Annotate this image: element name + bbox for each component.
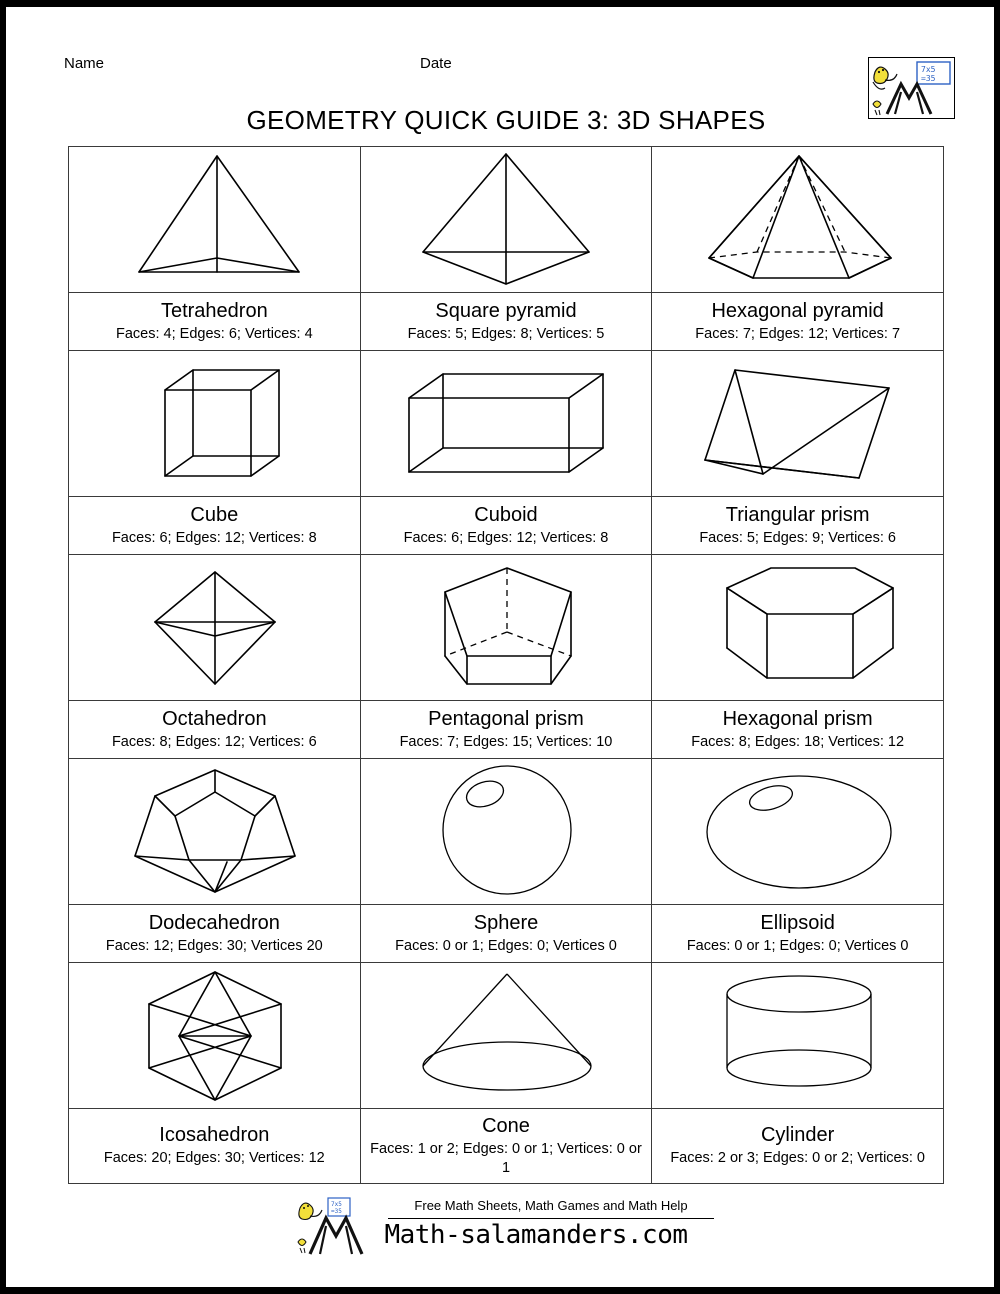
cuboid-figure bbox=[361, 352, 651, 495]
shape-name: Octahedron bbox=[162, 707, 267, 730]
caption-cell-cylinder bbox=[652, 1109, 944, 1184]
shape-stats: Faces: 8; Edges: 18; Vertices: 12 bbox=[691, 733, 905, 750]
shape-name: Cuboid bbox=[474, 503, 538, 526]
caption-cell-icosahedron bbox=[69, 1109, 361, 1184]
shape-stats: Faces: 6; Edges: 12; Vertices: 8 bbox=[403, 529, 609, 546]
caption-cell-tetrahedron bbox=[69, 293, 361, 351]
caption-cell-square-pyramid bbox=[360, 293, 652, 351]
hexagonal-prism-figure bbox=[653, 556, 943, 699]
figure-cell-cylinder bbox=[652, 963, 944, 1109]
caption-cell-cuboid bbox=[360, 497, 652, 555]
caption-cell-sphere bbox=[360, 905, 652, 963]
figure-cell-square-pyramid bbox=[360, 147, 652, 293]
shape-stats: Faces: 20; Edges: 30; Vertices: 12 bbox=[103, 1150, 325, 1167]
caption-cell-ellipsoid bbox=[652, 905, 944, 963]
figure-cell-cuboid bbox=[360, 351, 652, 497]
shape-name: Dodecahedron bbox=[148, 911, 280, 934]
shape-stats: Faces: 4; Edges: 6; Vertices: 4 bbox=[116, 325, 313, 342]
page-title: GEOMETRY QUICK GUIDE 3: 3D SHAPES bbox=[246, 105, 766, 135]
triangular-prism-figure bbox=[653, 352, 943, 495]
shape-stats: Faces: 1 or 2; Edges: 0 or 1; Vertices: 0 or 1 bbox=[370, 1141, 642, 1176]
ellipsoid-figure bbox=[653, 760, 943, 903]
figure-cell-icosahedron bbox=[69, 963, 361, 1109]
caption-cell-pentagonal-prism bbox=[360, 701, 652, 759]
figure-cell-dodecahedron bbox=[69, 759, 361, 905]
table-row-captions-4 bbox=[69, 905, 944, 963]
figure-cell-ellipsoid bbox=[652, 759, 944, 905]
figure-cell-hexagonal-prism bbox=[652, 555, 944, 701]
shape-stats: Faces: 6; Edges: 12; Vertices: 8 bbox=[111, 529, 317, 546]
caption-cell-hexagonal-prism bbox=[652, 701, 944, 759]
shape-name: Sphere bbox=[473, 911, 539, 934]
shape-stats: Faces: 5; Edges: 9; Vertices: 6 bbox=[699, 529, 896, 546]
sphere-figure bbox=[361, 760, 651, 903]
shape-name: Pentagonal prism bbox=[428, 707, 584, 730]
table-row-figures-2 bbox=[69, 351, 944, 497]
figure-cell-pentagonal-prism bbox=[360, 555, 652, 701]
page-footer bbox=[6, 1192, 1000, 1267]
table-row-figures-4 bbox=[69, 759, 944, 905]
page-top-rule bbox=[6, 0, 1000, 7]
table-row-captions-3 bbox=[69, 701, 944, 759]
table-row-captions-5 bbox=[69, 1109, 944, 1184]
table-row-figures-3 bbox=[69, 555, 944, 701]
octahedron-figure bbox=[69, 556, 359, 699]
shape-stats: Faces: 2 or 3; Edges: 0 or 2; Vertices: 0 bbox=[670, 1150, 925, 1167]
shape-stats: Faces: 7; Edges: 12; Vertices: 7 bbox=[695, 325, 901, 342]
logo-board-line2: =35 bbox=[921, 74, 936, 83]
dodecahedron-figure bbox=[69, 760, 359, 903]
shape-name: Hexagonal prism bbox=[722, 707, 873, 730]
caption-cell-octahedron bbox=[69, 701, 361, 759]
shape-name: Hexagonal pyramid bbox=[711, 299, 884, 322]
shape-name: Triangular prism bbox=[725, 503, 870, 526]
figure-cell-cube bbox=[69, 351, 361, 497]
table-row-figures-1 bbox=[69, 147, 944, 293]
figure-cell-octahedron bbox=[69, 555, 361, 701]
shape-name: Tetrahedron bbox=[160, 299, 268, 322]
name-label: Name bbox=[64, 55, 105, 72]
table-row-captions-1 bbox=[69, 293, 944, 351]
shape-stats: Faces: 0 or 1; Edges: 0; Vertices 0 bbox=[395, 937, 617, 954]
square-pyramid-figure bbox=[361, 148, 651, 291]
cone-figure bbox=[361, 964, 651, 1107]
footer-tagline: Free Math Sheets, Math Games and Math Help bbox=[414, 1198, 688, 1213]
tetrahedron-figure bbox=[69, 148, 359, 291]
figure-cell-cone bbox=[360, 963, 652, 1109]
date-label: Date bbox=[420, 55, 452, 72]
svg-text:=35: =35 bbox=[331, 1208, 342, 1215]
figure-cell-tetrahedron bbox=[69, 147, 361, 293]
figure-cell-sphere bbox=[360, 759, 652, 905]
shape-name: Cube bbox=[190, 503, 239, 526]
caption-cell-cube bbox=[69, 497, 361, 555]
shape-stats: Faces: 0 or 1; Edges: 0; Vertices 0 bbox=[686, 937, 909, 954]
figure-cell-triangular-prism bbox=[652, 351, 944, 497]
caption-cell-cone bbox=[360, 1109, 652, 1184]
shape-stats: Faces: 7; Edges: 15; Vertices: 10 bbox=[399, 733, 613, 750]
shapes-table bbox=[68, 146, 944, 1184]
figure-cell-hexagonal-pyramid bbox=[652, 147, 944, 293]
shape-name: Ellipsoid bbox=[760, 911, 835, 934]
pentagonal-prism-figure bbox=[361, 556, 651, 699]
cylinder-figure bbox=[653, 964, 943, 1107]
caption-cell-triangular-prism bbox=[652, 497, 944, 555]
logo-board-line1: 7x5 bbox=[921, 65, 936, 74]
shape-stats: Faces: 8; Edges: 12; Vertices: 6 bbox=[111, 733, 317, 750]
caption-cell-dodecahedron bbox=[69, 905, 361, 963]
shape-stats: Faces: 12; Edges: 30; Vertices 20 bbox=[105, 937, 323, 954]
footer-divider bbox=[388, 1218, 714, 1219]
shape-name: Cone bbox=[482, 1115, 530, 1138]
shape-name: Icosahedron bbox=[159, 1124, 270, 1147]
caption-cell-hexagonal-pyramid bbox=[652, 293, 944, 351]
shape-stats: Faces: 5; Edges: 8; Vertices: 5 bbox=[407, 325, 605, 342]
table-row-captions-2 bbox=[69, 497, 944, 555]
worksheet-header bbox=[6, 55, 1000, 77]
page-bottom-rule bbox=[6, 1287, 1000, 1294]
table-row-figures-5 bbox=[69, 963, 944, 1109]
icosahedron-figure bbox=[69, 964, 359, 1107]
footer-url[interactable]: Math-salamanders.com bbox=[384, 1220, 688, 1250]
shape-name: Square pyramid bbox=[435, 299, 577, 322]
svg-text:7x5: 7x5 bbox=[331, 1201, 342, 1208]
hexagonal-pyramid-figure bbox=[653, 148, 943, 291]
shape-name: Cylinder bbox=[760, 1124, 835, 1147]
cube-figure bbox=[69, 352, 359, 495]
